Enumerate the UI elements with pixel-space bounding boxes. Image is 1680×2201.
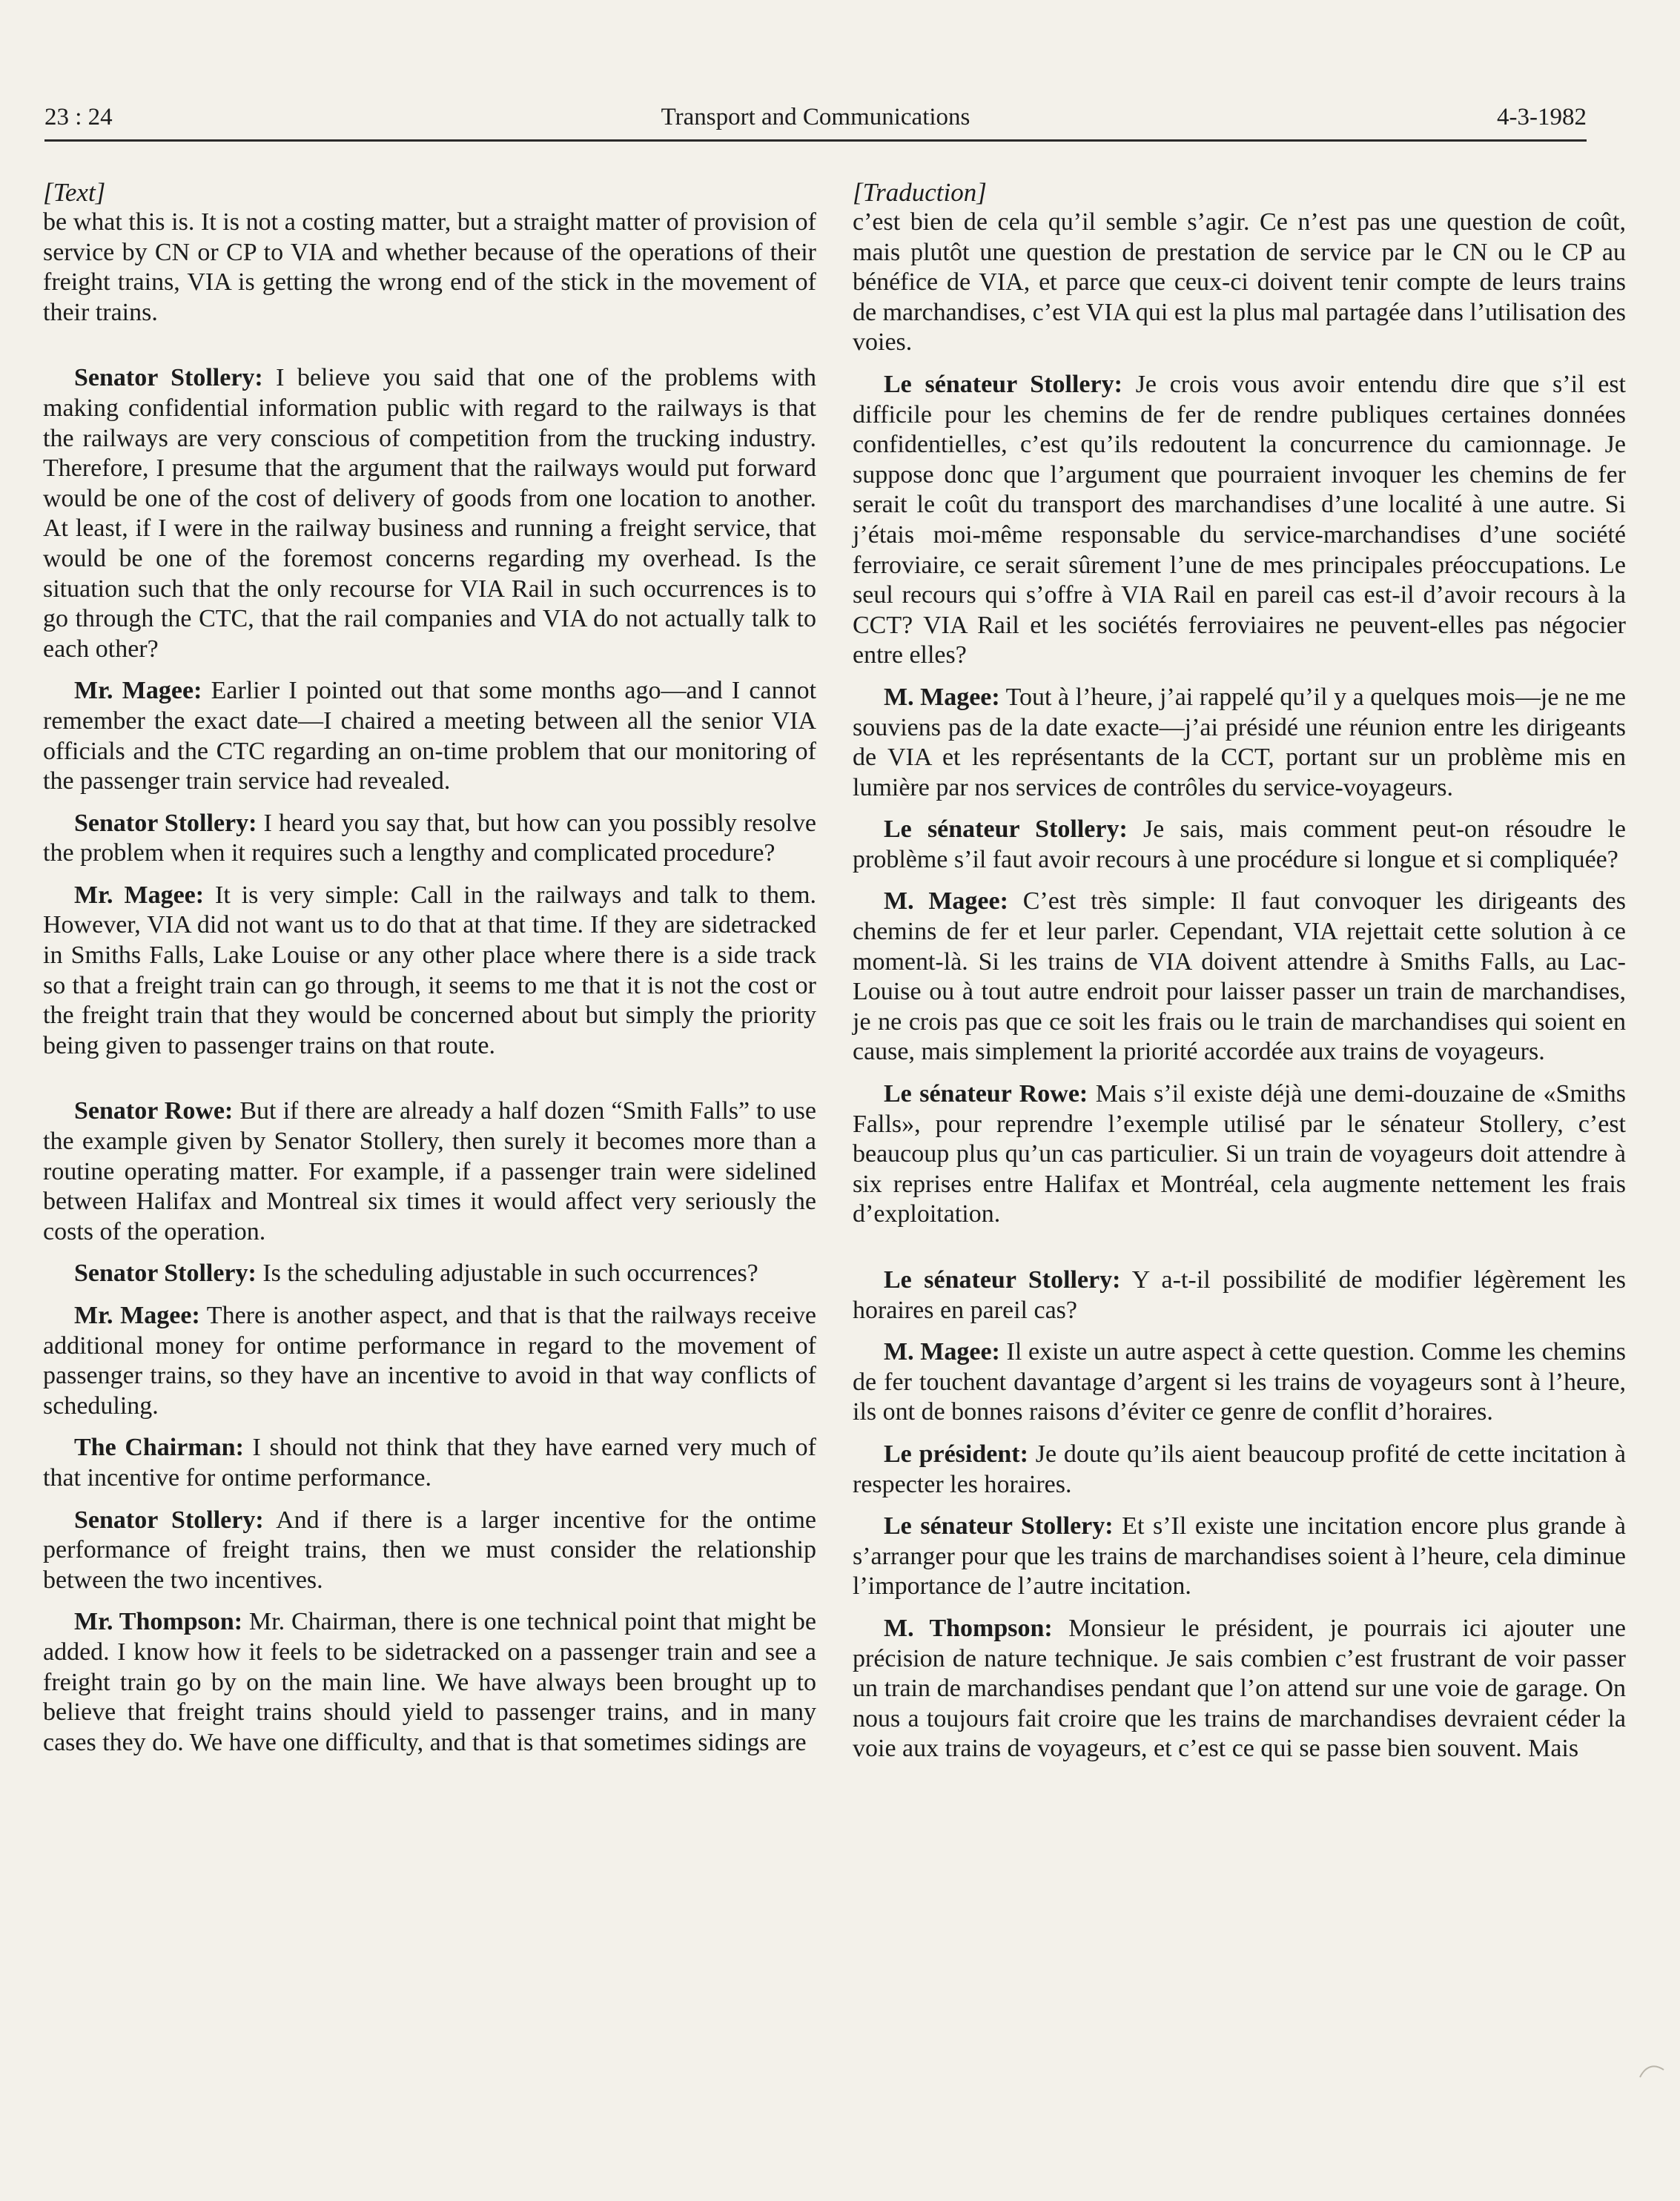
- speaker-name: Mr. Thompson:: [74, 1608, 243, 1636]
- page-number: 23 : 24: [44, 104, 113, 130]
- speech-text: Je crois vous avoir entendu dire que s’il est difficile pour les chemins de fer de rendre publiques certaines données confidentielles, c’est qu’ils redoutent la concurrence du camionnage. Je suppose donc que l’argument que pourraient invoquer les chemins de fer serait le coût du transport des marchandises d’une localité à une autre. Si j’étais moi-même responsable du service-marchandises d’une société ferroviaire, ce serait sûrement l’une de mes principales préoccupations. Le seul recours qui s’offre à VIA Rail en pareil cas est-il d’avoir recours à la CCT? VIA Rail et les sociétés ferroviaires ne peuvent-elles pas négocier entre elles?: [853, 370, 1626, 669]
- transcript-paragraph: [43, 1506, 816, 1596]
- speech-text: Je sais, mais comment peut-on résoudre le problème s’il faut avoir recours à une procédure si longue et si compliquée?: [853, 815, 1626, 873]
- speaker-name: M. Magee:: [884, 683, 1000, 711]
- speech-text: Is the scheduling adjustable in such occurrences?: [256, 1260, 758, 1288]
- speech-text: Earlier I pointed out that some months ago—and I cannot remember the exact date—I chaired a meeting between all the senior VIA officials and the CTC regarding an on-time problem that our monitoring of the passenger train service had revealed.: [43, 677, 817, 795]
- speaker-name: Le sénateur Stollery:: [884, 815, 1128, 844]
- transcript-paragraph: [43, 1607, 816, 1758]
- speech-text: But if there are already a half dozen “Smith Falls” to use the example given by Senator Stollery, then surely it becomes more than a routine operating matter. For example, if a passenger train were sidelined between Halifax and Montreal six times it would affect very seriously the costs of the operation.: [43, 1097, 817, 1245]
- transcript-paragraph: [43, 363, 816, 664]
- speaker-name: Le sénateur Stollery:: [884, 370, 1122, 398]
- english-column: [43, 178, 816, 1758]
- speaker-name: Mr. Magee:: [74, 1302, 200, 1329]
- transcript-paragraph: [853, 683, 1626, 803]
- transcript-paragraph: [43, 1301, 816, 1421]
- speaker-name: M. Magee:: [884, 887, 1008, 916]
- transcript-paragraph: [43, 676, 816, 796]
- speaker-name: Le sénateur Stollery:: [884, 1512, 1114, 1540]
- margin-pencil-mark: [1638, 2061, 1665, 2083]
- speaker-name: Senator Stollery:: [74, 1506, 264, 1534]
- transcript-paragraph: [43, 809, 816, 869]
- speech-text: It is very simple: Call in the railways and talk to them. However, VIA did not want us to do that at that time. If they are sidetracked in Smiths Falls, Lake Louise or any other place where there is a side track so that a freight train can go through, it seems to me that it is not the cost or the freight train that they would be concerned about but simply the priority being given to passenger trains on that route.: [43, 881, 817, 1059]
- continued-paragraph: c’est bien de cela qu’il semble s’agir. Ce n’est pas une question de coût, mais plutôt une question de prestation de service par le CN ou le CP au bénéfice de VIA, et parce que ceux-ci doivent tenir compte de leurs trains de marchandises, c’est VIA qui est la plus mal partagée dans l’utilisation des voies.: [853, 208, 1626, 357]
- speaker-name: M. Thompson:: [884, 1614, 1053, 1642]
- transcript-paragraph: [853, 1512, 1626, 1602]
- speech-text: I should not think that they have earned very much of that incentive for ontime performance.: [43, 1434, 816, 1492]
- speaker-name: M. Magee:: [884, 1338, 1000, 1366]
- speech-text: Je doute qu’ils aient beaucoup profité de cette incitation à respecter les horaires.: [853, 1440, 1627, 1498]
- transcript-paragraph: [853, 1614, 1626, 1764]
- speaker-name: Senator Stollery:: [74, 809, 257, 837]
- speech-text: I heard you say that, but how can you possibly resolve the problem when it requires such a lengthy and complicated procedure?: [43, 809, 816, 867]
- speech-text: Mr. Chairman, there is one technical point that might be added. I know how it feels to be sidetracked on a passenger train and see a freight train go by on the main line. We have always been brought up to believe that freight trains should yield to passenger trains, and in many cases they do. We have one difficulty, and that is that sometimes sidings are: [43, 1608, 816, 1756]
- running-title: Transport and Communications: [661, 104, 970, 130]
- section-label: [Traduction]: [853, 178, 987, 207]
- speaker-name: Mr. Magee:: [74, 677, 202, 705]
- transcript-paragraph: [853, 1079, 1626, 1230]
- header-date: 4-3-1982: [1497, 104, 1587, 130]
- speech-text: Y a-t-il possibilité de modifier légèrement les horaires en pareil cas?: [853, 1266, 1626, 1324]
- speech-text: Tout à l’heure, j’ai rappelé qu’il y a quelques mois—je ne me souviens pas de la date exacte—j’ai présidé une réunion entre les dirigeants de VIA et les représentants de la CCT, portant sur un problème mis en lumière par nos services de contrôles du service-voyageurs.: [853, 683, 1626, 801]
- speaker-name: Le sénateur Rowe:: [884, 1080, 1088, 1108]
- speech-text: Il existe un autre aspect à cette question. Comme les chemins de fer touchent davantage d’argent si les trains de voyageurs sont à l’heure, ils ont de bonnes raisons d’éviter ce genre de conflit d’horaires.: [853, 1338, 1627, 1426]
- speech-text: Mais s’il existe déjà une demi-douzaine de «Smiths Falls», pour reprendre l’exemple utilisé par le sénateur Stollery, c’est beaucoup plus qu’un cas particulier. Si un train de voyageurs doit attendre à six reprises entre Halifax et Montréal, cela augmente nettement les frais d’exploitation.: [853, 1080, 1626, 1228]
- transcript-paragraph: [853, 887, 1626, 1068]
- speech-text: Et s’Il existe une incitation encore plus grande à s’arranger pour que les trains de marchandises soient à l’heure, cela diminue l’importance de l’autre incitation.: [853, 1512, 1626, 1601]
- transcript-paragraph: [43, 1096, 816, 1247]
- speaker-name: Le sénateur Stollery:: [884, 1266, 1121, 1294]
- transcript-paragraph: [853, 1337, 1626, 1428]
- transcript-paragraph: [853, 1265, 1626, 1325]
- section-label: [Text]: [43, 178, 106, 207]
- french-column: [853, 178, 1626, 1764]
- speech-text: There is another aspect, and that is that the railways receive additional money for ontime performance in regard to the movement of passenger trains, so they have an incentive to avoid in that way conflicts of scheduling.: [43, 1302, 817, 1420]
- transcript-paragraph: [43, 881, 816, 1062]
- transcript-paragraph: [43, 1433, 816, 1493]
- speech-text: C’est très simple: Il faut convoquer les dirigeants des chemins de fer et leur parler. Cependant, VIA rejettait cette solution à ce moment-là. Si les trains de VIA doivent attendre à Smiths Falls, au Lac-Louise ou à tout autre endroit pour laisser passer un train de marchandises, je ne crois pas que ce soit les frais ou le train de marchandises qui soient en cause, mais simplement la priorité accordée aux trains de voyageurs.: [853, 887, 1627, 1066]
- speaker-name: Senator Stollery:: [74, 1260, 257, 1288]
- page-header: [44, 102, 1587, 142]
- transcript-paragraph: [853, 370, 1626, 671]
- speaker-name: Mr. Magee:: [74, 881, 205, 909]
- continued-paragraph: be what this is. It is not a costing matter, but a straight matter of provision of service by CN or CP to VIA and whether because of the operations of their freight trains, VIA is getting the wrong end of the stick in the movement of their trains.: [43, 208, 816, 326]
- speaker-name: Le président:: [884, 1440, 1028, 1468]
- speech-text: Monsieur le président, je pourrais ici ajouter une précision de nature technique. Je sais combien c’est frustrant de voir passer un train de marchandises pendant que l’on attend sur une voie de garage. On nous a toujours fait croire que les trains de marchandises devraient céder la voie aux trains de voyageurs, et c’est ce qui se passe bien souvent. Mais: [853, 1614, 1626, 1763]
- transcript-paragraph: [853, 815, 1626, 875]
- speaker-name: Senator Stollery:: [74, 364, 263, 392]
- speech-text: I believe you said that one of the problems with making confidential information public with regard to the railways is that the railways are very conscious of competition from the trucking industry. Therefore, I presume that the argument that the railways would put forward would be one of the cost of delivery of goods from one location to another. At least, if I were in the railway business and running a freight service, that would be one of the foremost concerns regarding my overhead. Is the situation such that the only recourse for VIA Rail in such occurrences is to go through the CTC, that the rail companies and VIA do not actually talk to each other?: [43, 364, 816, 663]
- speaker-name: Senator Rowe:: [74, 1097, 234, 1125]
- transcript-paragraph: [853, 1440, 1626, 1500]
- transcript-paragraph: [43, 1259, 816, 1289]
- speech-text: And if there is a larger incentive for the ontime performance of freight trains, then we must consider the relationship between the two incentives.: [43, 1506, 816, 1594]
- speaker-name: The Chairman:: [74, 1434, 244, 1462]
